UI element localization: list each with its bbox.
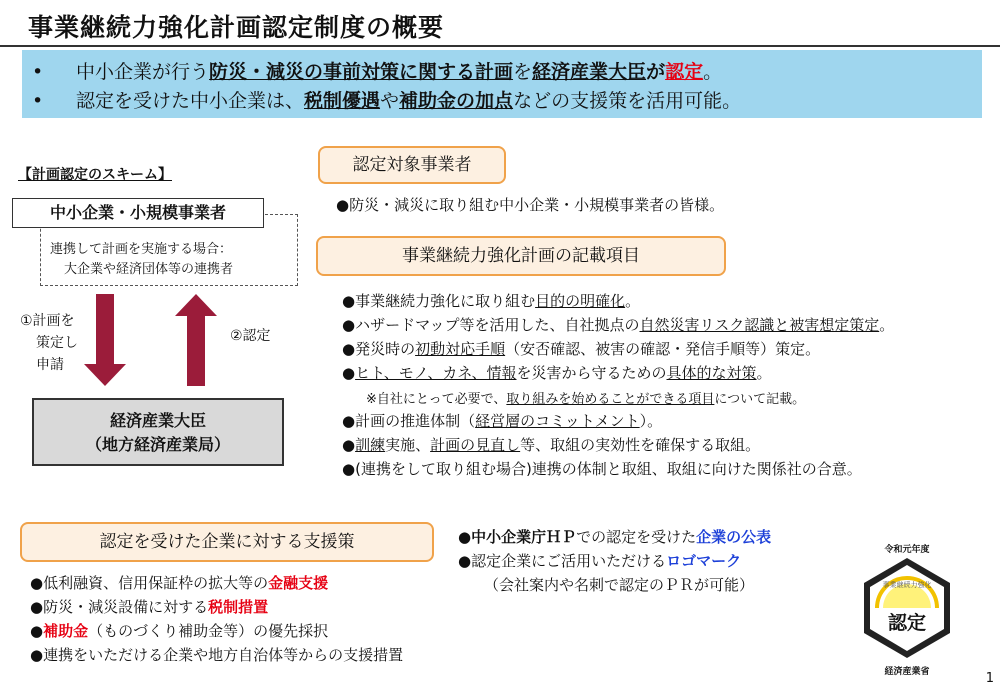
support-3 [30, 620, 328, 641]
hp-text: での認定を受けた [576, 528, 697, 546]
apply-label [20, 310, 78, 376]
scheme-title-text: 【計画認定のスキーム】 [18, 167, 172, 183]
summary-text: を [513, 61, 533, 83]
hp-text: ●認定企業にご活用いただける [458, 552, 667, 570]
item-underline: 具体的な対策 [666, 364, 757, 382]
target-heading: 認定対象事業者 [318, 146, 506, 184]
item-7: ●(連携をして取り組む場合)連携の体制と取組、取組に向けた関係社の合意。 [342, 460, 862, 478]
support-text: ●低利融資、信用保証枠の拡大等の [30, 574, 269, 592]
item-text: ●計画の推進体制（ [342, 412, 476, 430]
certify-label: ②認定 [230, 328, 271, 344]
item-text: （安否確認、被害の確認・発信手順等）策定。 [505, 340, 821, 358]
item-note [366, 388, 805, 407]
note-underline: 取り組みを始めることができる項目 [506, 392, 715, 407]
minister-line-2: （地方経済産業局） [85, 435, 230, 454]
target-bullet: ●防災・減災に取り組む中小企業・小規模事業者の皆様。 [336, 196, 725, 214]
support-text: （ものづくり補助金等）の優先採択 [88, 622, 329, 640]
page-title: 事業継続力強化計画認定制度の概要 [28, 13, 445, 42]
minister-line-1: 経済産業大臣 [109, 411, 206, 430]
item-1 [342, 290, 640, 311]
summary-emphasis: 経済産業大臣 [532, 61, 647, 83]
summary-line-1 [32, 57, 722, 84]
summary-text: が [646, 61, 666, 83]
support-text: ● [30, 622, 44, 640]
item-text: ● [342, 436, 356, 454]
support-2 [30, 596, 268, 617]
summary-text: や [380, 90, 400, 112]
summary-line-2 [32, 86, 741, 113]
support-1 [30, 572, 328, 593]
item-underline: 経営層のコミットメント [475, 412, 640, 430]
summary-emphasis-red: 認定 [665, 61, 704, 83]
item-text: ）。 [639, 412, 663, 430]
coop-text [50, 240, 233, 280]
item-underline: 自然災害リスク認識と被害想定策定 [639, 316, 880, 334]
note-text: について記載。 [714, 392, 806, 407]
coop-line-2: 大企業や経済団体等の連携者 [64, 262, 234, 277]
hp-line-1 [458, 526, 771, 547]
item-text: 等、取組の実効性を確保する取組。 [520, 436, 761, 454]
logo-ministry: 経済産業省 [884, 667, 930, 677]
item-5 [342, 410, 662, 431]
items-heading: 事業継続力強化計画の記載項目 [316, 236, 726, 276]
item-text: を災害から守るための [516, 364, 667, 382]
minister-box [32, 398, 284, 466]
certification-logo [852, 542, 962, 682]
item-underline: ヒト、モノ、カネ、情報 [355, 364, 517, 382]
item-text: 実施、 [385, 436, 431, 454]
up-arrow-icon [175, 294, 217, 386]
apply-label-line: 申請 [36, 357, 64, 373]
item-2 [342, 314, 894, 335]
summary-text: 中小企業が行う [76, 61, 210, 83]
down-arrow-icon [84, 294, 126, 386]
coop-line-1: 連携して計画を実施する場合： [50, 242, 233, 257]
logo-center-text: 認定 [887, 612, 926, 634]
hp-emphasis: 中小企業庁ＨＰ [471, 528, 577, 546]
item-text: ●ハザードマップ等を活用した、自社拠点の [342, 316, 640, 334]
apply-label-line: 策定し [36, 335, 78, 351]
support-4: ●連携をいただける企業や地方自治体等からの支援措置 [30, 646, 404, 664]
support-emphasis-red: 補助金 [43, 622, 89, 640]
item-text: 。 [756, 364, 772, 382]
arrows-graphic [80, 294, 240, 394]
item-text: ●事業継続力強化に取り組む [342, 292, 536, 310]
support-emphasis-red: 金融支援 [268, 574, 329, 592]
scheme-title [18, 164, 172, 184]
summary-text: 認定を受けた中小企業は、 [76, 90, 305, 112]
item-underline: 目的の明確化 [535, 292, 626, 310]
summary-text: 。 [703, 61, 723, 83]
summary-emphasis: 補助金の加点 [399, 90, 514, 112]
page-number: 1 [985, 671, 994, 686]
item-underline: 計画の見直し [430, 436, 521, 454]
bullet: • [32, 61, 44, 83]
item-text: 。 [879, 316, 895, 334]
support-heading: 認定を受けた企業に対する支援策 [20, 522, 434, 562]
item-text: ●発災時の [342, 340, 416, 358]
summary-text: などの支援策を活用可能。 [513, 90, 742, 112]
hp-line-2 [458, 550, 741, 571]
logo-arc-text: 事業継続力強化 [882, 581, 932, 589]
item-text: ● [342, 364, 356, 382]
item-underline: 訓練 [355, 436, 386, 454]
note-text: ※自社にとって必要で、 [366, 392, 507, 407]
summary-emphasis: 防災・減災の事前対策に関する計画 [209, 61, 514, 83]
apply-label-line: ①計画を [20, 313, 75, 329]
hp-text: ● [458, 528, 472, 546]
support-emphasis-red: 税制措置 [208, 598, 269, 616]
logo-year: 令和元年度 [884, 545, 930, 555]
support-text: ●防災・減災設備に対する [30, 598, 209, 616]
summary-banner [22, 50, 982, 118]
hp-line-3: （会社案内や名刺で認定のＰＲが可能） [484, 576, 755, 594]
hp-emphasis-blue: ロゴマーク [666, 552, 742, 570]
item-text: 。 [625, 292, 641, 310]
item-6 [342, 434, 760, 455]
sme-box: 中小企業・小規模事業者 [12, 198, 264, 228]
bullet: • [32, 90, 44, 112]
item-3 [342, 338, 820, 359]
item-underline: 初動対応手順 [415, 340, 506, 358]
hp-emphasis-blue: 企業の公表 [696, 528, 772, 546]
title-divider [0, 45, 1000, 47]
item-4 [342, 362, 772, 383]
summary-emphasis: 税制優遇 [304, 90, 381, 112]
